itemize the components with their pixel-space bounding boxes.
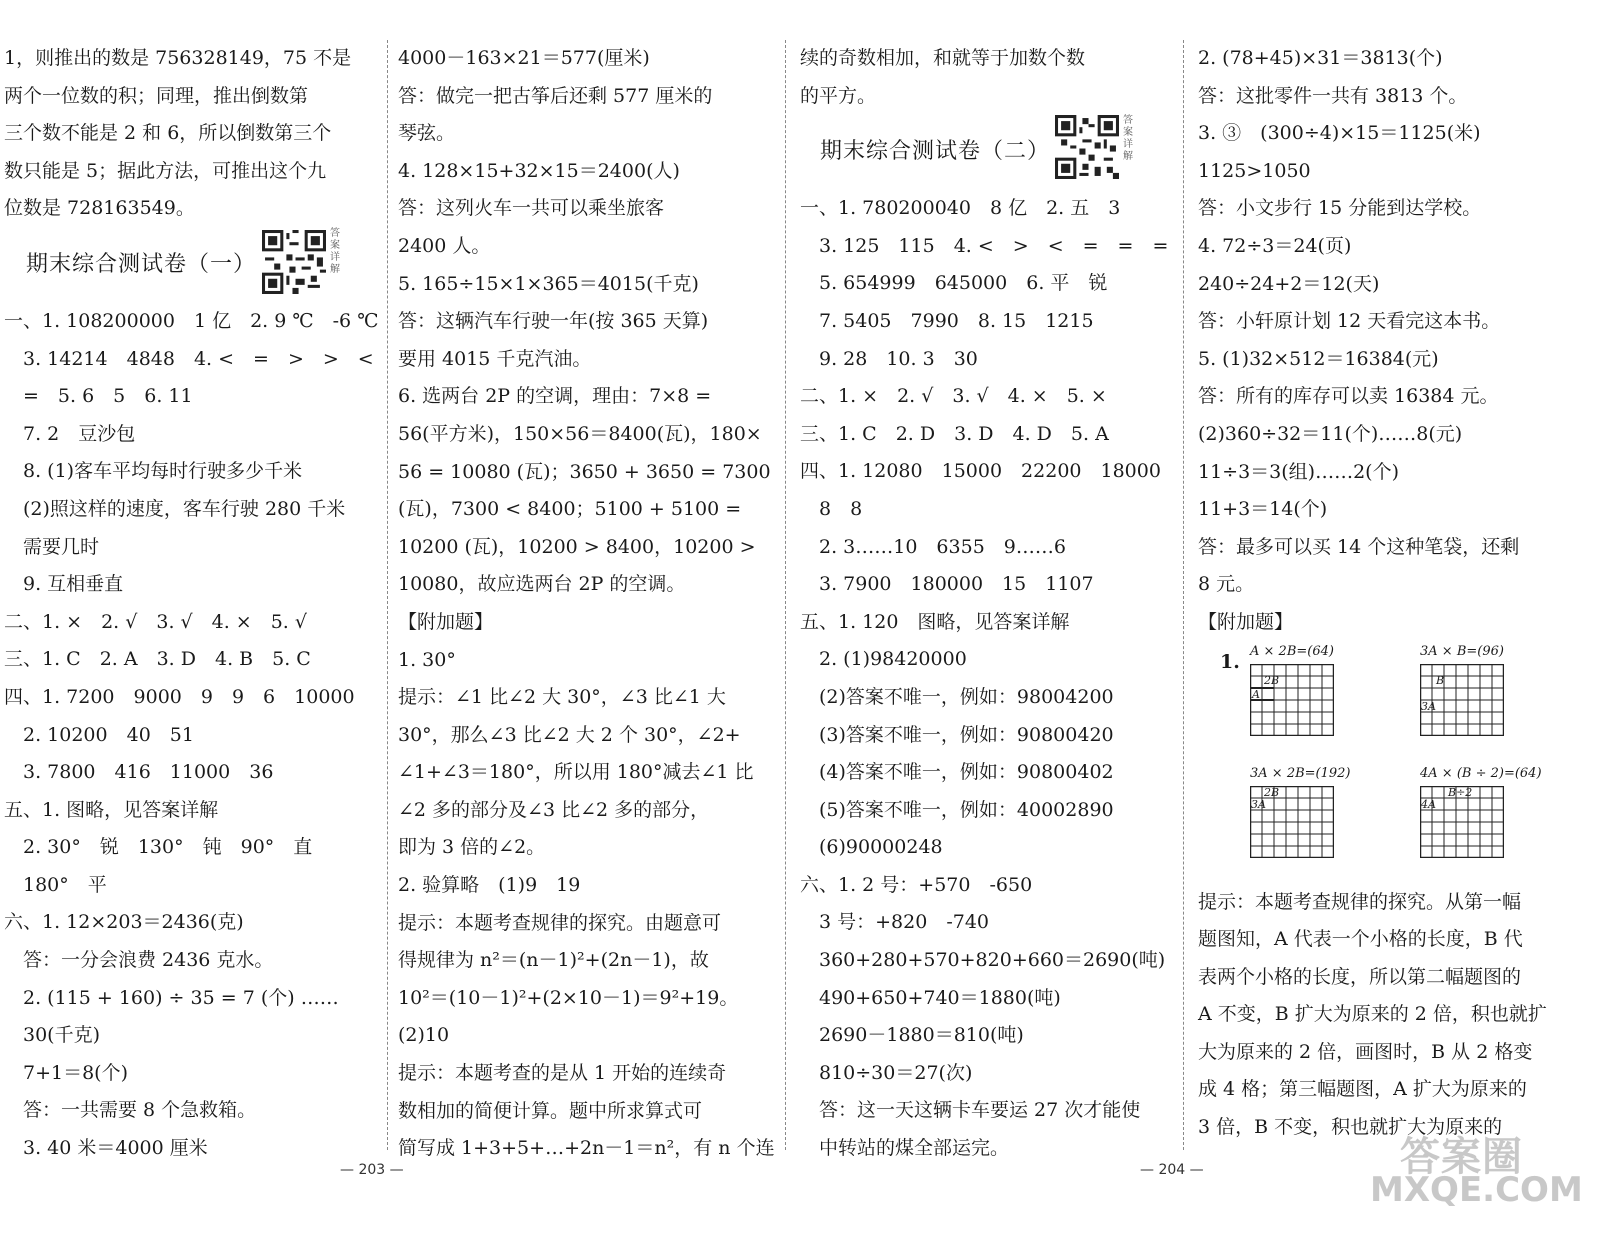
grid-diagram (1250, 786, 1334, 858)
text-line: 答：这辆汽车行驶一年(按 365 天算) (398, 310, 709, 333)
text-line: 答：小文步行 15 分能到达学校。 (1198, 197, 1482, 220)
grid-label: 3A (1421, 699, 1436, 713)
text-line: 中转站的煤全部运完。 (800, 1137, 1010, 1160)
text-line: 三个数不能是 2 和 6，所以倒数第三个 (4, 122, 332, 145)
text-line: 成 4 格；第三幅题图，A 扩大为原来的 (1198, 1078, 1527, 1101)
section-title: 期末综合测试卷（二） (820, 139, 1051, 165)
grid-diagram (1420, 664, 1504, 736)
column-divider (387, 40, 388, 1150)
text-line: 2. (78+45)×31＝3813(个) (1198, 47, 1443, 69)
section-heading-exam-1 (4, 228, 376, 303)
text-line: 7+1＝8(个) (4, 1061, 129, 1084)
text-line: 二、1. × 2. √ 3. √ 4. × 5. × (800, 385, 1107, 408)
text-line: 9. 28 10. 3 30 (800, 347, 978, 370)
section-title: 期末综合测试卷（一） (26, 251, 257, 277)
grid-diagram (1420, 786, 1504, 858)
text-line: 5. 654999 645000 6. 平 锐 (800, 272, 1108, 295)
text-line: (2)10 (398, 1024, 450, 1047)
grid-label: 3A (1251, 797, 1266, 811)
grid-label: A (1252, 687, 1260, 701)
text-line: 3. 7800 416 11000 36 (4, 761, 274, 784)
text-line: 位数是 728163549。 (4, 197, 195, 220)
text-line: 五、1. 图略，见答案详解 (4, 798, 219, 821)
text-line: 四、1. 12080 15000 22200 18000 (800, 460, 1161, 483)
text-line: 提示：本题考查规律的探究。由题意可 (398, 911, 722, 934)
text-line: 答：最多可以买 14 个这种笔袋，还剩 (1198, 535, 1520, 558)
qr-note: 答案详解 (1123, 115, 1133, 163)
text-line: 数只能是 5；据此方法，可推出这个九 (4, 159, 327, 182)
grid-figures (1198, 644, 1570, 884)
text-line: 四、1. 7200 9000 9 9 6 10000 (4, 685, 355, 708)
text-line: 10²＝(10－1)²+(2×10－1)＝9²+19。 (398, 986, 739, 1009)
text-line: 5. (1)32×512＝16384(元) (1198, 347, 1439, 370)
text-line: 4. 72÷3＝24(页) (1198, 234, 1352, 257)
text-line: 一、1. 108200000 1 亿 2. 9 ℃ -6 ℃ (4, 309, 379, 332)
column-4 (1198, 40, 1570, 1147)
bonus-heading: 【附加题】 (398, 610, 494, 633)
text-line: 7. 5405 7990 8. 15 1215 (800, 309, 1094, 332)
column-2 (398, 40, 774, 1168)
grid-label: 4A (1421, 797, 1436, 811)
text-line: (2)360÷32＝11(个)……8(元) (1198, 422, 1463, 445)
text-line: 得规律为 n²＝(n－1)²+(2n－1)，故 (398, 949, 709, 972)
text-line: 2. (115 + 160) ÷ 35 = 7 (个) …… (4, 986, 339, 1009)
text-line: 提示：本题考查规律的探究。从第一幅 (1198, 890, 1522, 913)
watermark-url: MXQE.COM (1370, 1170, 1583, 1210)
text-line: 3. 14214 4848 4. < = > > < (4, 347, 374, 370)
text-line: 题图知，A 代表一个小格的长度，B 代 (1198, 928, 1523, 951)
text-line: 30(千克) (4, 1024, 101, 1047)
page-number-left: — 203 — (340, 1162, 404, 1178)
text-line: 提示：本题考查的是从 1 开始的连续奇 (398, 1062, 727, 1085)
text-line: 表两个小格的长度，所以第二幅题图的 (1198, 965, 1522, 988)
grid-caption: 3A × B=(96) (1420, 643, 1504, 659)
text-line: 2. 验算略 (1)9 19 (398, 874, 581, 897)
column-3 (800, 40, 1172, 1168)
text-line: 1. 30° (398, 648, 456, 671)
col1-intro-lines (4, 40, 376, 228)
grid-label: B (1436, 673, 1445, 687)
text-line: 2. 10200 40 51 (4, 723, 194, 746)
text-line: 大为原来的 2 倍，画图时，B 从 2 格变 (1198, 1040, 1533, 1063)
text-line: 琴弦。 (398, 122, 456, 145)
text-line: 两个一位数的积；同理，推出倒数第 (4, 84, 309, 107)
text-line: 二、1. × 2. √ 3. √ 4. × 5. √ (4, 610, 307, 633)
text-line: 8 8 (800, 497, 863, 520)
text-line: 即为 3 倍的∠2。 (398, 836, 546, 859)
text-line: 答：做完一把古筝后还剩 577 厘米的 (398, 84, 713, 107)
bonus-heading: 【附加题】 (1198, 610, 1294, 633)
text-line: 11÷3＝3(组)……2(个) (1198, 460, 1400, 483)
column-divider (1183, 40, 1184, 1150)
text-line: 的平方。 (800, 84, 877, 107)
text-line: 3 倍，B 不变，积也就扩大为原来的 (1198, 1116, 1503, 1139)
text-line: (瓦)，7300 < 8400；5100 + 5100 = (398, 498, 742, 521)
text-line: 810÷30＝27(次) (800, 1061, 973, 1084)
text-line: (4)答案不唯一，例如：90800402 (800, 761, 1114, 784)
text-line: 7. 2 豆沙包 (4, 422, 136, 445)
text-line: 2. 30° 锐 130° 钝 90° 直 (4, 836, 313, 859)
text-line: 2690－1880＝810(吨) (800, 1024, 1024, 1047)
text-line: 答：这一天这辆卡车要运 27 次才能使 (800, 1099, 1141, 1122)
text-line: (2)答案不唯一，例如：98004200 (800, 685, 1114, 708)
text-line: 56(平方米)，150×56＝8400(瓦)，180× (398, 422, 762, 445)
text-line: (2)照这样的速度，客车行驶 280 千米 (4, 497, 346, 520)
text-line: 三、1. C 2. D 3. D 4. D 5. A (800, 422, 1109, 445)
grid-label: 2B (1264, 785, 1280, 799)
text-line: 答：一分会浪费 2436 克水。 (4, 949, 274, 972)
text-line: 数相加的简便计算。题中所求算式可 (398, 1099, 703, 1122)
text-line: 提示：∠1 比∠2 大 30°，∠3 比∠1 大 (398, 686, 726, 709)
text-line: 五、1. 120 图略，见答案详解 (800, 610, 1070, 633)
item-number: 1. (1220, 650, 1240, 673)
text-line: 要用 4015 千克汽油。 (398, 347, 592, 370)
text-line: 9. 互相垂直 (4, 573, 124, 596)
text-line: 续的奇数相加，和就等于加数个数 (800, 47, 1086, 69)
text-line: 4000－163×21＝577(厘米) (398, 47, 650, 69)
text-line: 一、1. 780200040 8 亿 2. 五 3 (800, 197, 1121, 220)
grid-diagram (1250, 664, 1334, 736)
text-line: 5. 165÷15×1×365＝4015(千克) (398, 272, 699, 295)
text-line: 360+280+570+820+660＝2690(吨) (800, 949, 1166, 972)
text-line: ∠2 多的部分及∠3 比∠2 多的部分， (398, 798, 710, 821)
text-line: 2. 3……10 6355 9……6 (800, 535, 1066, 558)
text-line: 490+650+740＝1880(吨) (800, 986, 1061, 1009)
text-line: 180° 平 (4, 873, 107, 896)
section-heading-exam-2 (800, 115, 1172, 190)
text-line: (5)答案不唯一，例如：40002890 (800, 798, 1114, 821)
qr-code-icon[interactable] (1055, 115, 1119, 179)
text-line: 答：这批零件一共有 3813 个。 (1198, 84, 1468, 107)
text-line: 3 号：+820 -740 (800, 911, 989, 934)
text-line: 10200 (瓦)，10200 > 8400，10200 > (398, 535, 756, 558)
page-number-right: — 204 — (1140, 1162, 1204, 1178)
text-line: 三、1. C 2. A 3. D 4. B 5. C (4, 648, 311, 671)
text-line: 答：一共需要 8 个急救箱。 (4, 1099, 257, 1122)
qr-note: 答案详解 (330, 227, 340, 275)
column-divider (785, 40, 786, 1150)
text-line: 六、1. 2 号：+570 -650 (800, 873, 1033, 896)
watermark-text: 答案圈 (1400, 1134, 1523, 1180)
text-line: 六、1. 12×203＝2436(克) (4, 911, 244, 934)
text-line: 2. (1)98420000 (800, 648, 967, 671)
text-line: 需要几时 (4, 535, 100, 558)
text-line: 1125>1050 (1198, 159, 1311, 182)
text-line: 30°，那么∠3 比∠2 大 2 个 30°，∠2+ (398, 723, 741, 746)
text-line: 简写成 1+3+5+…+2n－1＝n²，有 n 个连 (398, 1137, 775, 1160)
text-line: 1，则推出的数是 756328149，75 不是 (4, 47, 352, 69)
text-line: 答：这列火车一共可以乘坐旅客 (398, 197, 665, 220)
text-line: 3. ③ (300÷4)×15＝1125(米) (1198, 122, 1481, 145)
text-line: 答：所有的库存可以卖 16384 元。 (1198, 385, 1499, 408)
col1-answer-lines (4, 303, 379, 1168)
text-line: 2400 人。 (398, 234, 491, 257)
grid-label: 2B (1264, 673, 1280, 687)
text-line: 3. 40 米＝4000 厘米 (4, 1137, 208, 1160)
text-line: 答：小轩原计划 12 天看完这本书。 (1198, 310, 1501, 333)
grid-caption: 3A × 2B=(192) (1250, 765, 1351, 781)
text-line: (6)90000248 (800, 836, 943, 859)
text-line: 8. (1)客车平均每时行驶多少千米 (4, 460, 303, 483)
grid-caption: A × 2B=(64) (1250, 643, 1334, 659)
text-line: 10080，故应选两台 2P 的空调。 (398, 573, 686, 596)
text-line: 3. 7900 180000 15 1107 (800, 573, 1094, 596)
text-line: 3. 125 115 4. < > < = = = (800, 234, 1169, 257)
text-line: A 不变，B 扩大为原来的 2 倍，积也就扩 (1198, 1003, 1547, 1026)
text-line: = 5. 6 5 6. 11 (4, 385, 193, 408)
grid-caption: 4A × (B ÷ 2)=(64) (1420, 765, 1542, 781)
text-line: ∠1+∠3＝180°，所以用 180°减去∠1 比 (398, 761, 754, 784)
text-line: 4. 128×15+32×15＝2400(人) (398, 159, 680, 182)
column-1 (4, 40, 379, 1168)
text-line: 56 = 10080 (瓦)；3650 + 3650 = 7300 (398, 460, 771, 483)
text-line: 11+3＝14(个) (1198, 498, 1328, 521)
text-line: 8 元。 (1198, 573, 1255, 596)
qr-code-icon[interactable] (262, 230, 326, 294)
text-line: 6. 选两台 2P 的空调，理由：7×8 = (398, 385, 712, 408)
text-line: (3)答案不唯一，例如：90800420 (800, 723, 1114, 746)
grid-label: B÷2 (1448, 785, 1473, 799)
text-line: 240÷24+2＝12(天) (1198, 272, 1380, 295)
